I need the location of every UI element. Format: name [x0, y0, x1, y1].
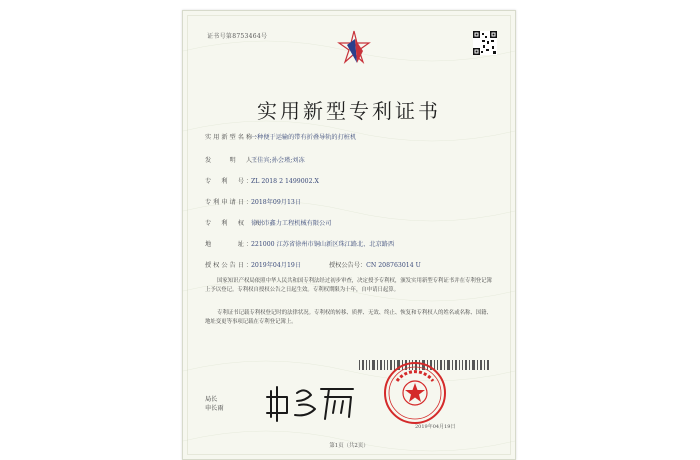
certificate-title: 实用新型专利证书	[257, 99, 441, 123]
page-number: 第1页（共2页）	[329, 443, 369, 449]
field-grant-date	[205, 260, 421, 269]
field-value: 一种便于运输的带有折叠导轨的打桩机	[251, 134, 357, 141]
director-title: 局长	[205, 396, 218, 403]
official-seal	[383, 361, 447, 425]
field-inventors	[205, 155, 305, 164]
cnipa-logo-icon	[333, 29, 375, 71]
field-label: 专利申请日：	[205, 199, 255, 206]
certificate-number: 证书号第8753464号	[207, 33, 268, 40]
field-label: 发 明 人：	[205, 157, 263, 164]
field-value: ZL 2018 2 1499002.X	[251, 178, 319, 185]
field-label: 实用新型名称：	[205, 134, 263, 141]
field-value: 221000 江苏省徐州市铜山新区珠江路北、北京路西	[251, 241, 395, 248]
director-block	[205, 395, 224, 413]
grant-number-label: 授权公告号：	[329, 262, 367, 269]
grant-number-value: CN 208763014 U	[366, 262, 421, 269]
field-value: 2019年04月19日	[251, 262, 302, 269]
field-value: 徐州市鑫力工程机械有限公司	[251, 220, 332, 227]
grant-statement: 国家知识产权局依照中华人民共和国专利法经过初步审查，决定授予专利权，颁发实用新型专利证书并在专利登记簿上予以登记。专利权自授权公告之日起生效。专利权期限为十年，自申请日起算。	[205, 278, 492, 294]
field-utility-model-name	[205, 132, 356, 141]
director-signature	[265, 379, 357, 423]
field-filing-date	[205, 197, 301, 206]
field-label: 专 利 权 人：	[205, 220, 271, 227]
director-name: 申长雨	[205, 405, 224, 412]
field-label: 专 利 号：	[205, 178, 255, 185]
patent-certificate	[182, 10, 516, 460]
field-value: 2018年09月13日	[251, 199, 302, 206]
field-address	[205, 239, 394, 248]
field-value: 王佳宾;孙会瑾;刘冻	[251, 157, 305, 164]
field-label: 授权公告日：	[205, 262, 255, 269]
field-patentee	[205, 218, 331, 227]
field-label: 地 址：	[205, 241, 255, 248]
field-patent-number	[205, 176, 319, 185]
legal-status-statement: 专利证书记载专利权登记时的法律状况。专利权的转移、质押、无效、终止、恢复和专利权人的姓名或名称、国籍、地址变更等事项记载在专利登记簿上。	[205, 310, 492, 326]
seal-date: 2019年04月19日	[415, 424, 456, 430]
qr-code-icon	[473, 31, 497, 55]
